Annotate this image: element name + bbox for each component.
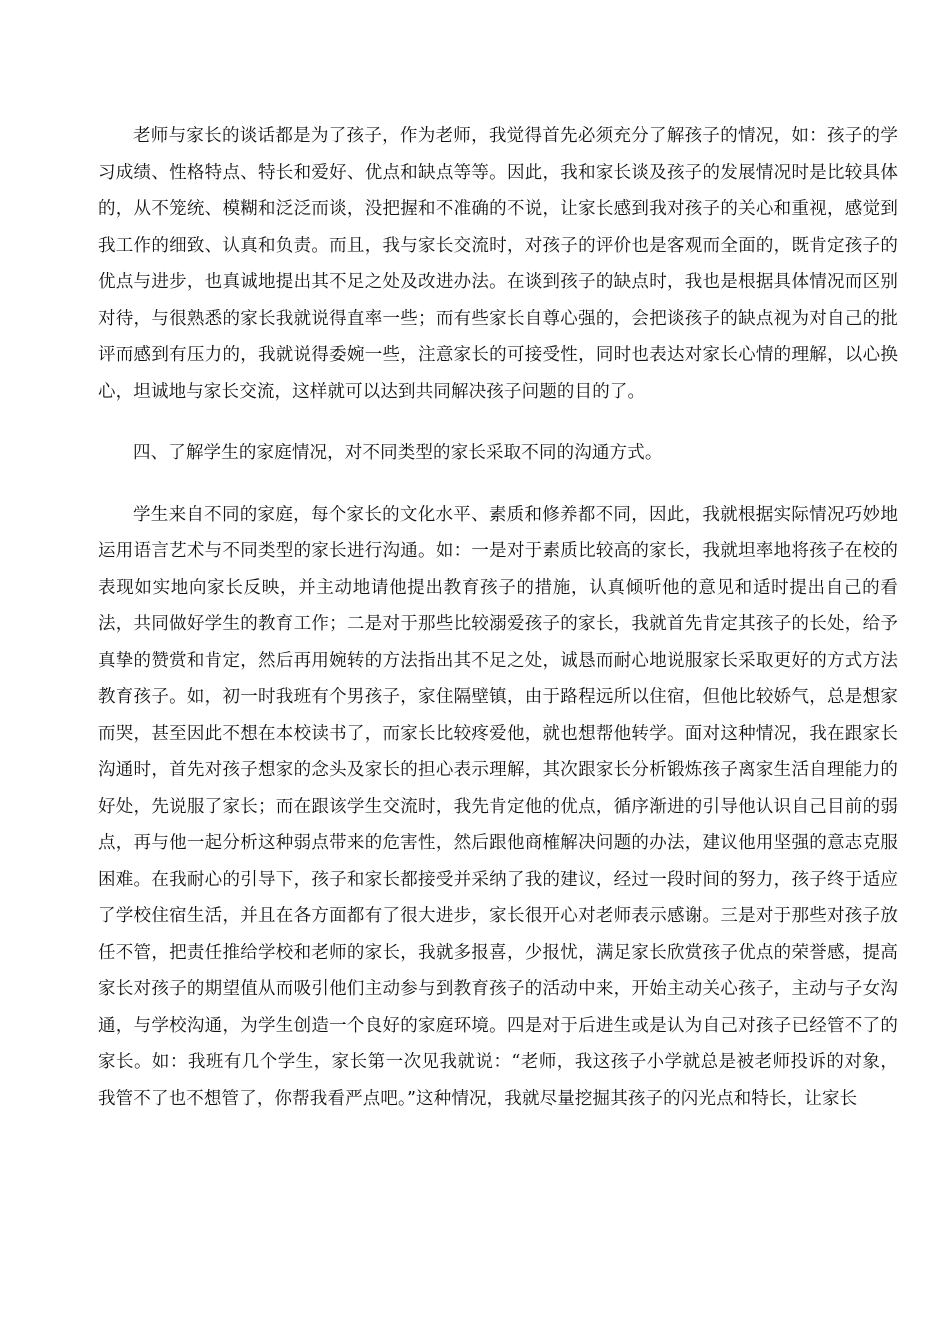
paragraph-teacher-parent-talk: 老师与家长的谈话都是为了孩子，作为老师，我觉得首先必须充分了解孩子的情况，如：孩子的学习成绩、性格特点、特长和爱好、优点和缺点等等。因此，我和家长谈及孩子的发展情况时是比较具体的，从不笼统、模糊和泛泛而谈，没把握和不准确的不说，让家长感到我对孩子的关心和重视，感觉到我工作的细致、认真和负责。而且，我与家长交流时，对孩子的评价也是客观而全面的，既肯定孩子的优点与进步，也真诚地提出其不足之处及改进办法。在谈到孩子的缺点时，我也是根据具体情况而区别对待，与很熟悉的家长我就说得直率一些；而有些家长自尊心强的，会把谈孩子的缺点视为对自己的批评而感到有压力的，我就说得委婉一些，注意家长的可接受性，同时也表达对家长心情的理解，以心换心，坦诚地与家长交流，这样就可以达到共同解决孩子问题的目的了。: [98, 126, 898, 402]
section-heading-four: 四、了解学生的家庭情况，对不同类型的家长采取不同的沟通方式。: [133, 443, 663, 463]
document-body: [98, 118, 898, 1117]
paragraph-family-communication: 学生来自不同的家庭，每个家长的文化水平、素质和修养都不同，因此，我就根据实际情况巧妙地运用语言艺术与不同类型的家长进行沟通。如：一是对于素质比较高的家长，我就坦率地将孩子在校的表现如实地向家长反映，并主动地请他提出教育孩子的措施，认真倾听他的意见和适时提出自己的看法，共同做好学生的教育工作；二是对于那些比较溺爱孩子的家长，我就首先肯定其孩子的长处，给予真挚的赞赏和肯定，然后再用婉转的方法指出其不足之处，诚恳而耐心地说服家长采取更好的方式方法教育孩子。如，初一时我班有个男孩子，家住隔壁镇，由于路程远所以住宿，但他比较娇气，总是想家而哭，甚至因此不想在本校读书了，而家长比较疼爱他，就也想帮他转学。面对这种情况，我在跟家长沟通时，首先对孩子想家的念头及家长的担心表示理解，其次跟家长分析锻炼孩子离家生活自理能力的好处，先说服了家长；而在跟该学生交流时，我先肯定他的优点，循序渐进的引导他认识自己目前的弱点，再与他一起分析这种弱点带来的危害性，然后跟他商榷解决问题的办法，建议他用坚强的意志克服困难。在我耐心的引导下，孩子和家长都接受并采纳了我的建议，经过一段时间的努力，孩子终于适应了学校住宿生活，并且在各方面都有了很大进步，家长很开心对老师表示感谢。三是对于那些对孩子放任不管，把责任推给学校和老师的家长，我就多报喜，少报忧，满足家长欣赏孩子优点的荣誉感，提高家长对孩子的期望值从而吸引他们主动参与到教育孩子的活动中来，开始主动关心孩子，主动与子女沟通，与学校沟通，为学生创造一个良好的家庭环境。四是对于后进生或是认为自己对孩子已经管不了的家长。如：我班有几个学生，家长第一次见我就说：“老师，我这孩子小学就总是被老师投诉的对象，我管不了也不想管了，你帮我看严点吧。”这种情况，我就尽量挖掘其孩子的闪光点和特长，让家长: [98, 504, 898, 1109]
